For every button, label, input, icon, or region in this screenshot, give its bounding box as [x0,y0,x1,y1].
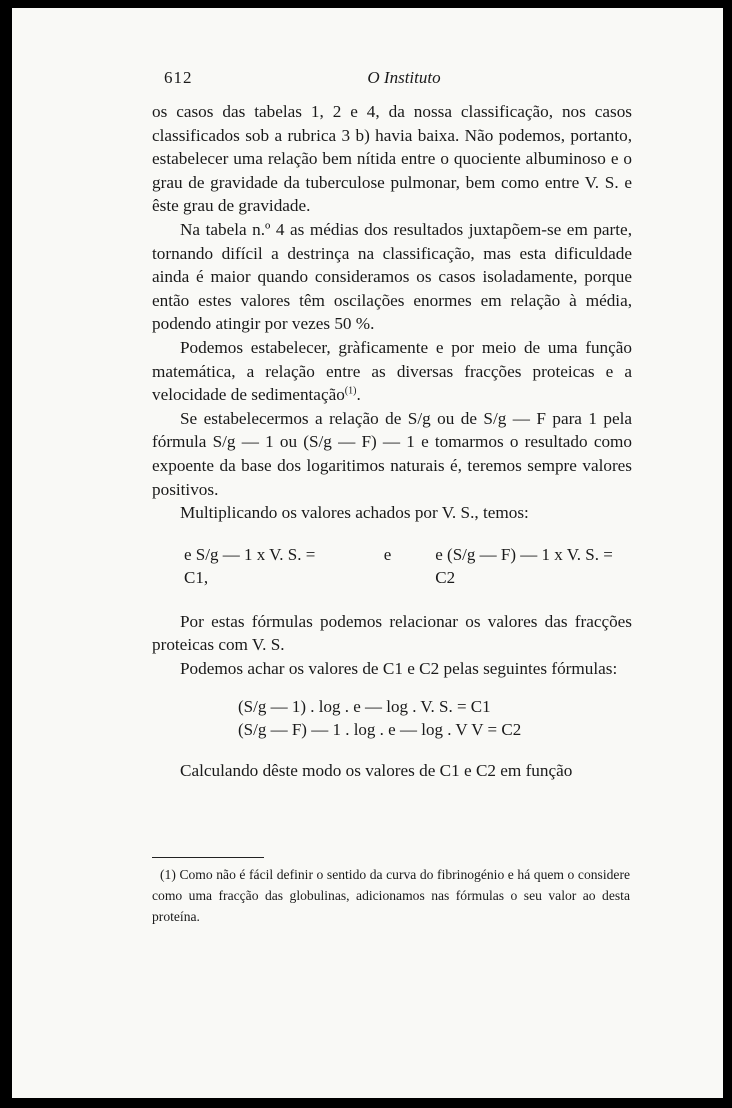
footnote-text: Como não é fácil definir o sentido da curva do fibrinogénio e há quem o considere como uma fracção das globulinas, adicionamos nas fórmulas o seu valor ao desta proteína. [152,867,631,924]
paragraph-end: . [356,385,361,405]
paragraph-table-4: Na tabela n.º 4 as médias dos resultados juxtapõem-se em parte, tornando difícil a destrinça na classificação, mas esta dificuldade ainda é maior quando consideramos os casos isoladamente, porque então estes valores têm oscilações enormes em relação à média, podendo atingir por vezes 50 %. [152,219,632,334]
page-header [164,68,644,92]
paragraph-calculating: Calculando dêste modo os valores de C1 e C2 em função [180,760,573,780]
equation-c1: e S/g — 1 x V. S. = C1, [184,544,316,588]
page-number: 612 [164,68,193,87]
footnote-marker: (1) [160,867,176,882]
paragraph-continuation: os casos das tabelas 1, 2 e 4, da nossa classificação, nos casos classificados sob a rubrica 3 b) havia baixa. Não podemos, portanto, estabelecer uma relação bem nítida entre o quociente albuminoso e o grau de gravidade da tuberculose pulmonar, bem como entre V. S. e êste grau de gravidade. [152,102,632,216]
footnotes [152,864,630,927]
footnote [152,864,630,927]
paragraph-graphic-function [152,336,632,407]
footnote-reference: (1) [344,385,357,397]
equation-log-c1: (S/g — 1) . log . e — log . V. S. = C1 [238,696,491,716]
equation-log-c2: (S/g — F) — 1 . log . e — log . V V = C2 [238,719,522,739]
equation-connector: e [383,544,392,564]
equation-pair [152,543,632,590]
paragraph-find-values: Podemos achar os valores de C1 e C2 pelas seguintes fórmulas: [180,659,618,679]
main-text [152,100,632,782]
running-title: O Instituto [367,68,441,87]
paragraph-text: Podemos estabelecer, gràficamente e por meio de uma função matemática, a relação entre as diversas fracções proteicas e a velocidade de sedimentação [152,337,632,405]
paragraph-relation: Se estabelecermos a relação de S/g ou de S/g — F para 1 pela fórmula S/g — 1 ou (S/g — F) — 1 e tomarmos o resultado como expoente da base dos logaritimos naturais é, teremos sempre valores positivos. [152,408,632,499]
footnote-divider [152,857,264,858]
equation-block [152,695,632,741]
equation-c2: e (S/g — F) — 1 x V. S. = C2 [435,544,613,588]
paragraph-multiply: Multiplicando os valores achados por V. S., temos: [180,503,529,523]
paragraph-formulas-relate: Por estas fórmulas podemos relacionar os valores das fracções proteicas com V. S. [152,611,632,655]
